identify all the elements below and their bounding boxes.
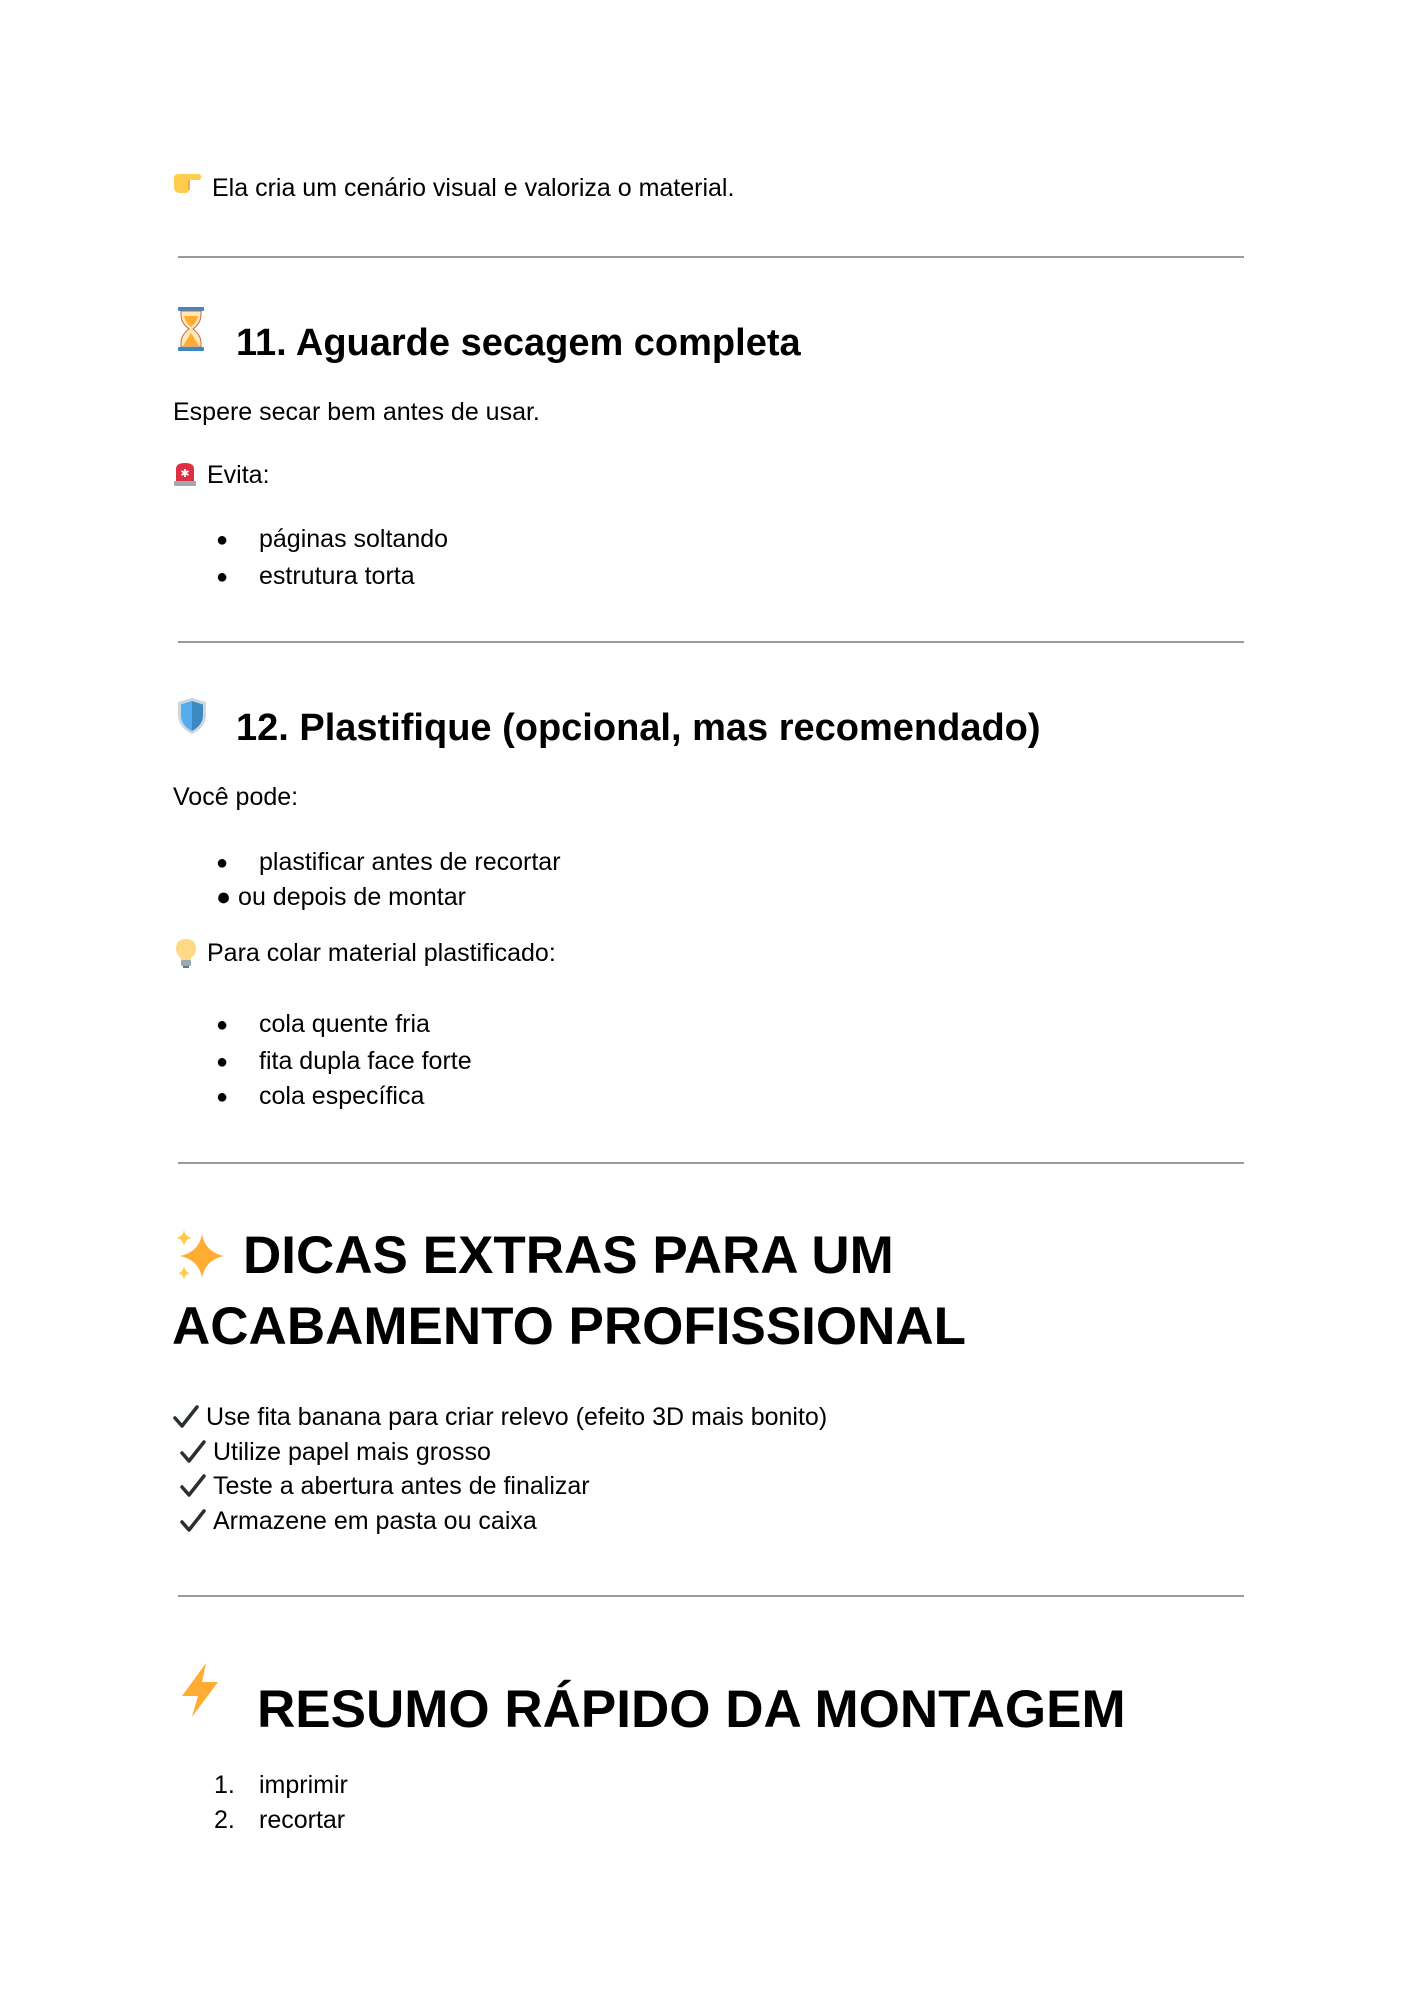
- section-12-text: Você pode:: [173, 783, 299, 811]
- bullet: ●: [216, 1051, 229, 1073]
- intro-text: Ela cria um cenário visual e valoriza o material.: [212, 174, 735, 202]
- step-number: 2.: [214, 1806, 235, 1834]
- pointing-hand-icon: [172, 168, 202, 194]
- step-label: imprimir: [259, 1771, 348, 1799]
- check-item: Armazene em pasta ou caixa: [213, 1507, 537, 1535]
- lightning-icon: [176, 1662, 224, 1718]
- check-icon: [172, 1404, 200, 1430]
- list-item: plastificar antes de recortar: [259, 848, 561, 876]
- check-item: Teste a abertura antes de finalizar: [213, 1472, 590, 1500]
- check-icon: [179, 1508, 207, 1534]
- list-item: cola quente fria: [259, 1010, 430, 1038]
- extras-title-line2: ACABAMENTO PROFISSIONAL: [172, 1297, 967, 1356]
- step-number: 1.: [214, 1771, 235, 1799]
- list-item: estrutura torta: [259, 562, 415, 590]
- siren-icon: [172, 461, 198, 487]
- list-item-inline: ● ou depois de montar: [216, 883, 466, 911]
- hourglass-icon: [177, 307, 205, 351]
- divider: [178, 256, 1244, 258]
- section-12-title: 12. Plastifique (opcional, mas recomendado): [236, 707, 1041, 749]
- shield-icon: [176, 697, 208, 735]
- list-item: fita dupla face forte: [259, 1047, 472, 1075]
- bullet: ●: [216, 852, 229, 874]
- divider: [178, 1162, 1244, 1164]
- list-item: páginas soltando: [259, 525, 449, 553]
- check-item: Utilize papel mais grosso: [213, 1438, 491, 1466]
- sparkles-icon: [172, 1228, 228, 1284]
- light-bulb-icon: [175, 938, 197, 968]
- check-icon: [179, 1439, 207, 1465]
- list-item: cola específica: [259, 1082, 425, 1110]
- bullet: ●: [216, 529, 229, 551]
- summary-title: RESUMO RÁPIDO DA MONTAGEM: [257, 1680, 1126, 1739]
- bullet: ●: [216, 1014, 229, 1036]
- section-11-title: 11. Aguarde secagem completa: [236, 322, 801, 364]
- section-12-tip-label: Para colar material plastificado:: [207, 939, 556, 967]
- check-icon: [179, 1473, 207, 1499]
- svg-text:✱: ✱: [180, 467, 190, 480]
- section-11-alert-label: Evita:: [207, 461, 270, 489]
- section-11-text: Espere secar bem antes de usar.: [173, 398, 540, 426]
- divider: [178, 1595, 1244, 1597]
- check-item: Use fita banana para criar relevo (efeito 3D mais bonito): [206, 1403, 828, 1431]
- extras-title-line1: DICAS EXTRAS PARA UM: [243, 1226, 894, 1285]
- bullet: ●: [216, 566, 229, 588]
- bullet: ●: [216, 1086, 229, 1108]
- divider: [178, 641, 1244, 643]
- step-label: recortar: [259, 1806, 346, 1834]
